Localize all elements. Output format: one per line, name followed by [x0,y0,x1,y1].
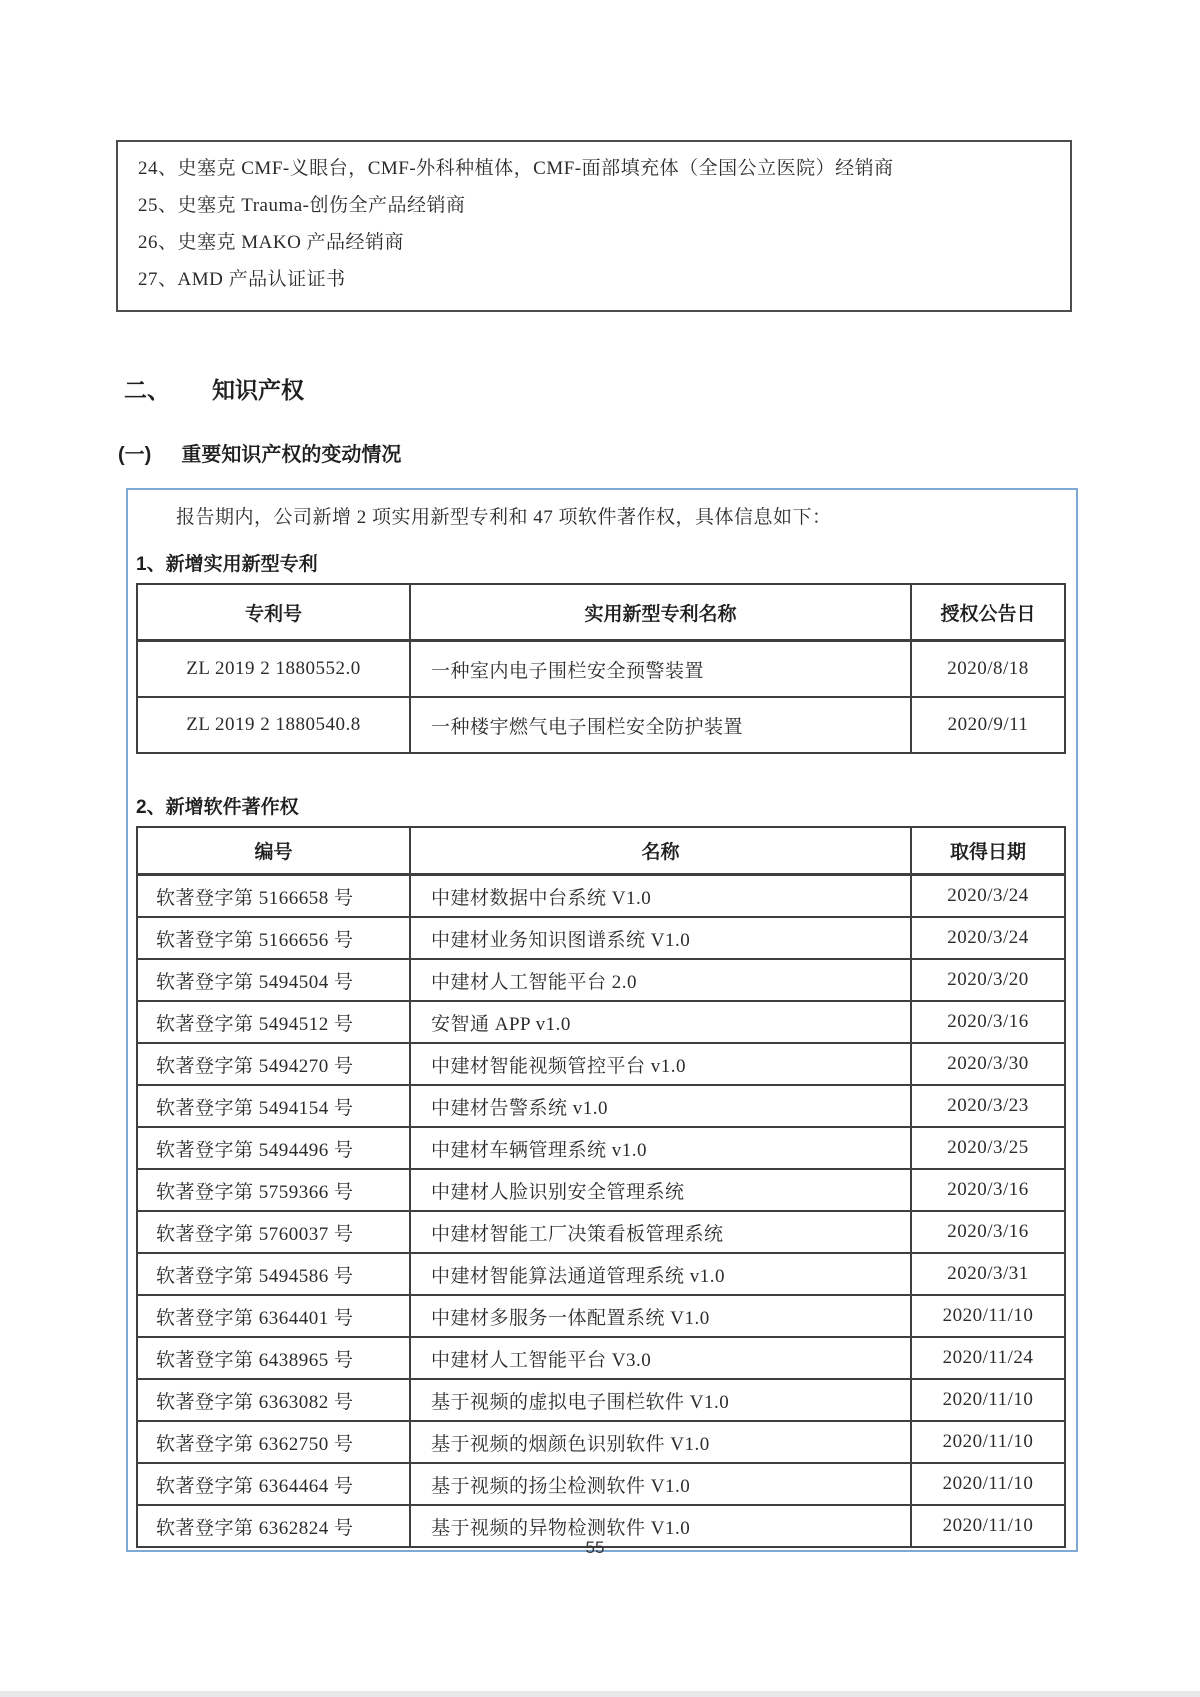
table-row [137,1421,1065,1463]
table-cell: 2020/3/25 [911,1127,1065,1169]
table-cell: 中建材数据中台系统 V1.0 [410,875,911,918]
patent-table-caption: 1、新增实用新型专利 [136,554,318,575]
column-header: 实用新型专利名称 [410,584,911,641]
table-cell: 安智通 APP v1.0 [410,1001,911,1043]
table-cell: 软著登字第 5494496 号 [137,1127,410,1169]
table-cell: 基于视频的异物检测软件 V1.0 [410,1505,911,1547]
column-header: 专利号 [137,584,410,641]
column-header: 编号 [137,827,410,875]
table-cell: 软著登字第 5494504 号 [137,959,410,1001]
table-cell: 软著登字第 6362824 号 [137,1505,410,1547]
intro-paragraph: 报告期内，公司新增 2 项实用新型专利和 47 项软件著作权，具体信息如下： [176,507,832,528]
table-cell: 2020/8/18 [911,641,1065,698]
table-cell: 软著登字第 5494270 号 [137,1043,410,1085]
table-cell: 2020/3/24 [911,875,1065,918]
table-cell: 中建材告警系统 v1.0 [410,1085,911,1127]
ip-content-box [126,488,1078,1552]
table-cell: 中建材车辆管理系统 v1.0 [410,1127,911,1169]
table-cell: 软著登字第 6363082 号 [137,1379,410,1421]
section-heading [124,372,304,405]
page-edge-strip [0,1691,1200,1697]
table-cell: ZL 2019 2 1880540.8 [137,697,410,753]
table-row [137,1253,1065,1295]
patent-table [136,583,1066,754]
table-cell: 2020/3/30 [911,1043,1065,1085]
table-cell: 软著登字第 6364401 号 [137,1295,410,1337]
table-cell: 2020/11/24 [911,1337,1065,1379]
table-cell: 2020/11/10 [911,1505,1065,1547]
table-cell: 软著登字第 6438965 号 [137,1337,410,1379]
software-copyright-table [136,826,1066,1548]
subsection-heading [118,438,401,467]
table-cell: 中建材人工智能平台 V3.0 [410,1337,911,1379]
table-cell: 2020/3/16 [911,1169,1065,1211]
table-cell: 基于视频的虚拟电子围栏软件 V1.0 [410,1379,911,1421]
list-item: 26、史塞克 MAKO 产品经销商 [138,232,405,253]
table-cell: 2020/11/10 [911,1379,1065,1421]
table-row [137,1211,1065,1253]
list-item: 25、史塞克 Trauma-创伤全产品经销商 [138,195,466,216]
table-cell: 中建材业务知识图谱系统 V1.0 [410,917,911,959]
table-cell: 中建材人工智能平台 2.0 [410,959,911,1001]
table-row [137,1379,1065,1421]
table-cell: 中建材人脸识别安全管理系统 [410,1169,911,1211]
table-cell: 软著登字第 5166658 号 [137,875,410,918]
table-cell: 2020/3/24 [911,917,1065,959]
table-cell: 软著登字第 5760037 号 [137,1211,410,1253]
table-cell: 2020/11/10 [911,1463,1065,1505]
table-cell: 一种楼宇燃气电子围栏安全防护装置 [410,697,911,753]
table-row [137,641,1065,698]
section-title: 知识产权 [212,377,304,403]
page-number: 55 [585,1538,605,1557]
table-header-row [137,827,1065,875]
table-cell: 软著登字第 5166656 号 [137,917,410,959]
section-number: 二、 [124,377,170,403]
table-row [137,1043,1065,1085]
table-cell: 软著登字第 5494586 号 [137,1253,410,1295]
table-cell: ZL 2019 2 1880552.0 [137,641,410,698]
table-cell: 一种室内电子围栏安全预警装置 [410,641,911,698]
table-cell: 中建材智能工厂决策看板管理系统 [410,1211,911,1253]
table-cell: 2020/3/16 [911,1001,1065,1043]
table-row [137,1127,1065,1169]
table-cell: 2020/3/23 [911,1085,1065,1127]
subsection-number: (一) [118,444,152,466]
table-cell: 2020/3/31 [911,1253,1065,1295]
software-table-caption: 2、新增软件著作权 [136,797,299,818]
table-row [137,1337,1065,1379]
table-row [137,1295,1065,1337]
table-cell: 基于视频的烟颜色识别软件 V1.0 [410,1421,911,1463]
table-header-row [137,584,1065,641]
table-cell: 软著登字第 6364464 号 [137,1463,410,1505]
table-cell: 基于视频的扬尘检测软件 V1.0 [410,1463,911,1505]
dealer-qualification-list-box [116,140,1072,312]
table-cell: 软著登字第 5759366 号 [137,1169,410,1211]
table-cell: 2020/11/10 [911,1421,1065,1463]
table-row [137,875,1065,918]
table-cell: 中建材智能算法通道管理系统 v1.0 [410,1253,911,1295]
table-cell: 软著登字第 5494512 号 [137,1001,410,1043]
subsection-title: 重要知识产权的变动情况 [181,444,402,466]
list-item: 24、史塞克 CMF-义眼台，CMF-外科种植体，CMF-面部填充体（全国公立医院）经销商 [138,158,894,179]
table-row [137,697,1065,753]
table-row [137,1085,1065,1127]
table-row [137,959,1065,1001]
column-header: 取得日期 [911,827,1065,875]
list-item: 27、AMD 产品认证证书 [138,269,346,290]
table-cell: 2020/11/10 [911,1295,1065,1337]
column-header: 名称 [410,827,911,875]
table-cell: 2020/9/11 [911,697,1065,753]
table-cell: 中建材智能视频管控平台 v1.0 [410,1043,911,1085]
table-cell: 软著登字第 6362750 号 [137,1421,410,1463]
table-row [137,1001,1065,1043]
table-row [137,1463,1065,1505]
table-cell: 2020/3/16 [911,1211,1065,1253]
table-cell: 软著登字第 5494154 号 [137,1085,410,1127]
table-cell: 中建材多服务一体配置系统 V1.0 [410,1295,911,1337]
table-cell: 2020/3/20 [911,959,1065,1001]
table-row [137,1169,1065,1211]
table-row [137,917,1065,959]
column-header: 授权公告日 [911,584,1065,641]
